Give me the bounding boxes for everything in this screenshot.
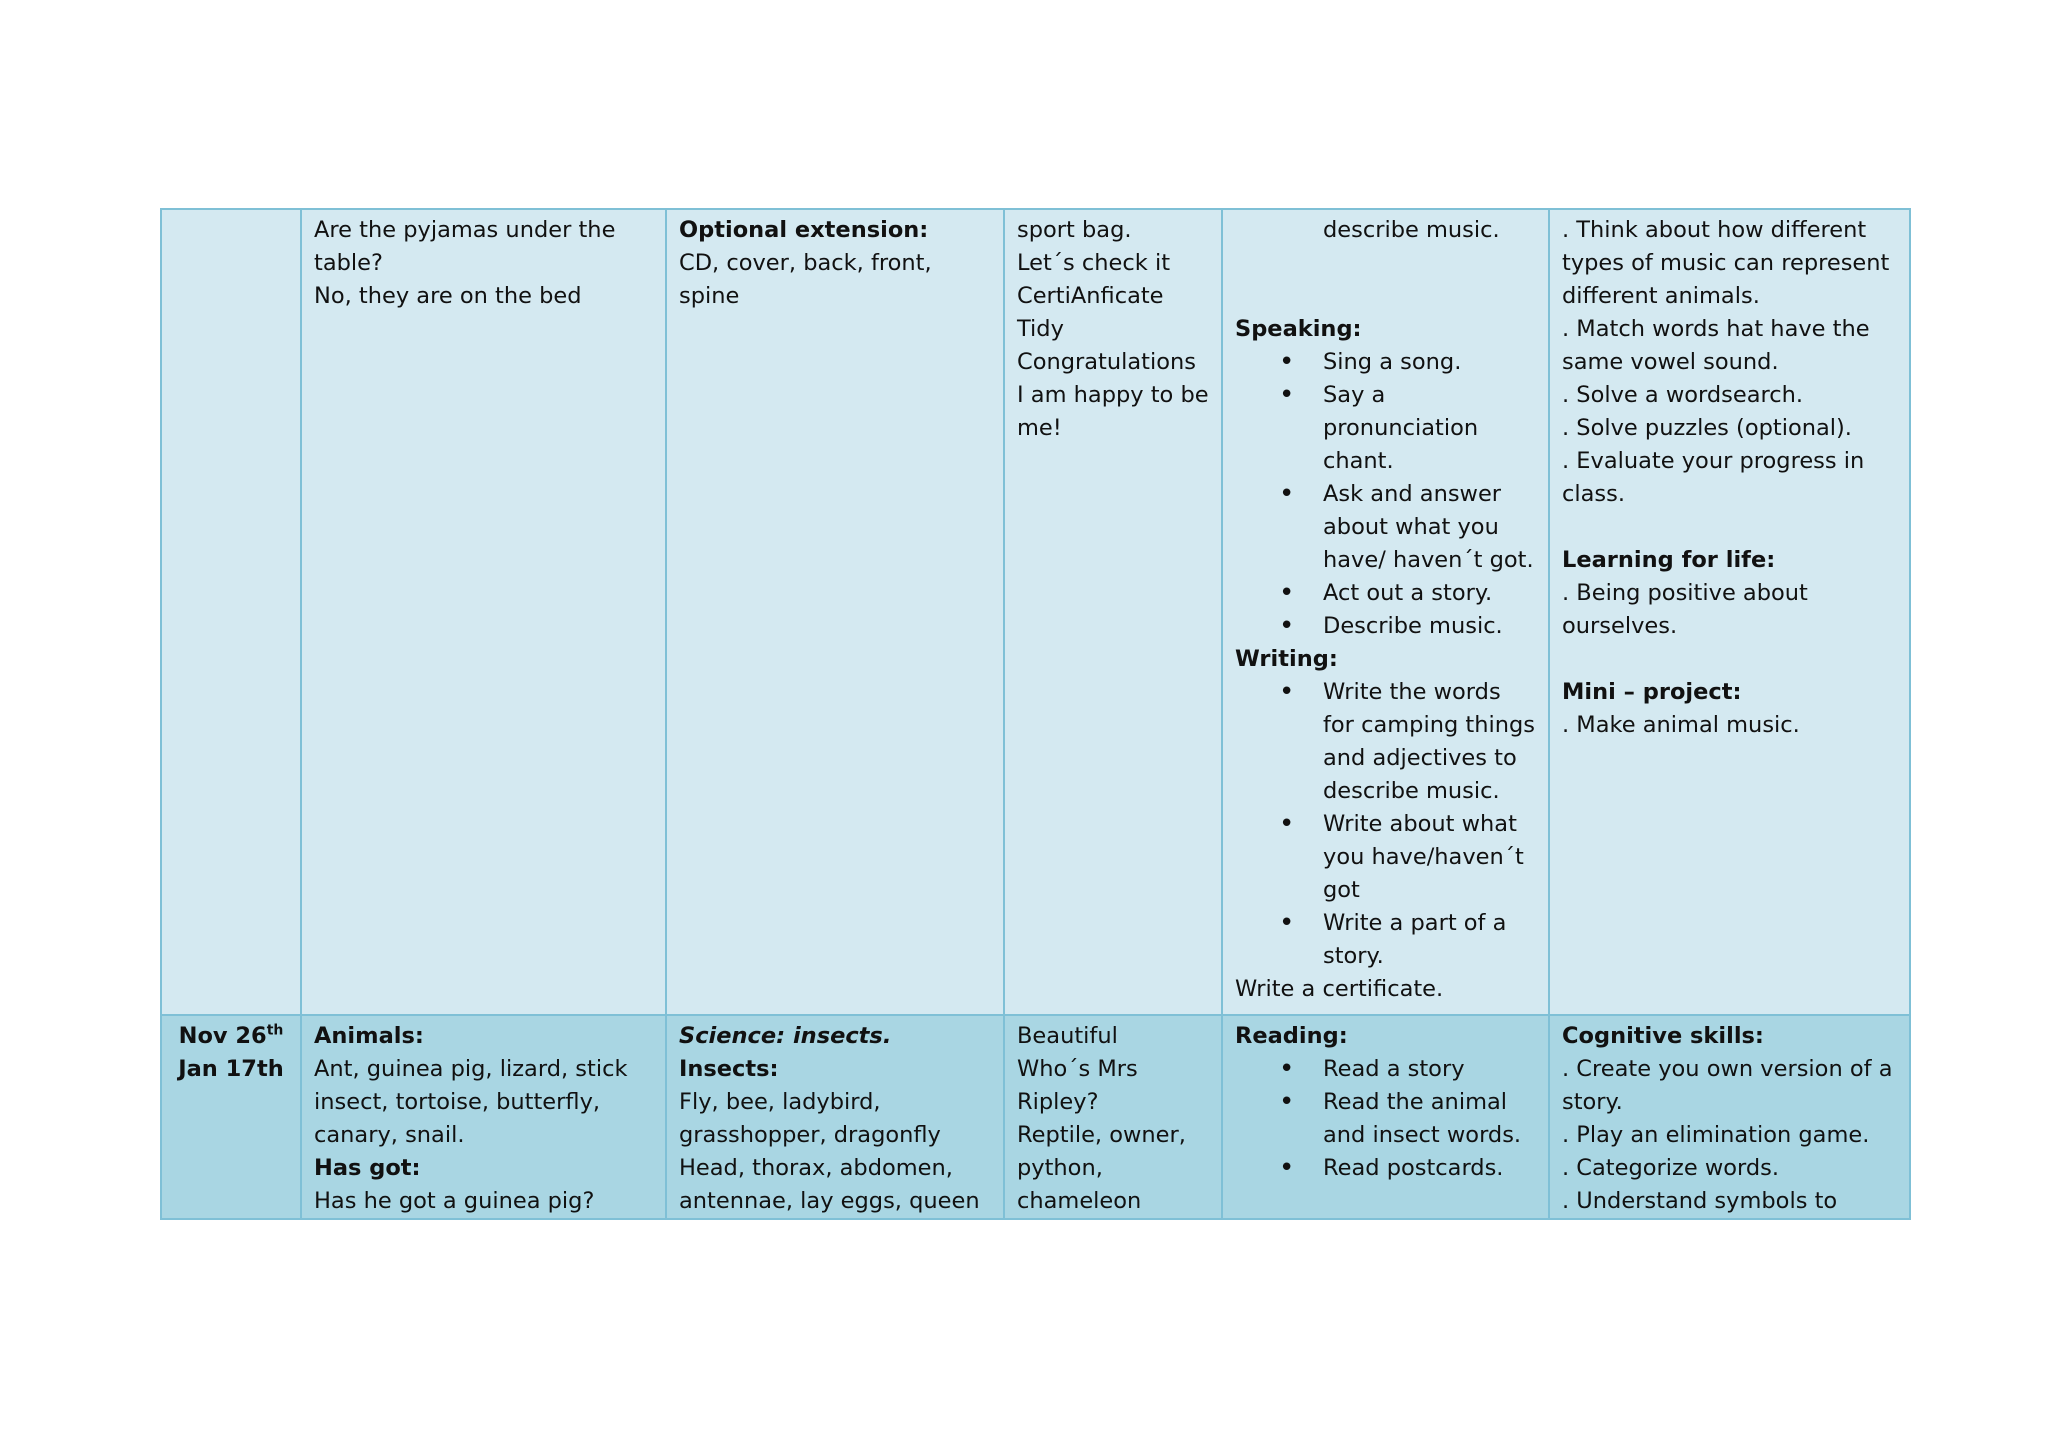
text-line: . Play an elimination game. — [1562, 1122, 1870, 1148]
lesson-plan-table — [160, 208, 1911, 1220]
date-start: Nov 26th — [178, 1022, 284, 1049]
cell-heading: Insects: — [679, 1056, 779, 1082]
text-line: Reptile, owner, python, chameleon — [1017, 1122, 1186, 1214]
cell-heading: Reading: — [1235, 1023, 1348, 1049]
date-cell — [161, 209, 301, 1015]
text-line: Who´s Mrs Ripley? — [1017, 1056, 1138, 1115]
cell-heading: Learning for life: — [1562, 547, 1776, 573]
text-line: . Think about how different types of music can represent different animals. — [1562, 217, 1890, 309]
text-line: Beautiful — [1017, 1023, 1118, 1049]
list-item: • Ask and answer about what you have/ haven´t got. — [1235, 478, 1536, 577]
cell-heading: Writing: — [1235, 646, 1338, 672]
date-cell — [161, 1015, 301, 1219]
story-cell — [1004, 209, 1222, 1015]
text-line: . Create you own version of a story. — [1562, 1056, 1893, 1115]
cognitive-cell — [1549, 209, 1910, 1015]
list-item: • Describe music. — [1235, 610, 1536, 643]
text-line: Let´s check it — [1017, 250, 1171, 276]
text-line: Tidy — [1017, 316, 1064, 342]
cell-heading: Speaking: — [1235, 316, 1362, 342]
table-row — [161, 1015, 1910, 1219]
text-line: . Solve a wordsearch. — [1562, 382, 1804, 408]
list-item: • Read a story — [1235, 1053, 1536, 1086]
list-item: • Read postcards. — [1235, 1152, 1536, 1185]
text-line: Write a certificate. — [1235, 976, 1444, 1002]
text-line: . Being positive about ourselves. — [1562, 580, 1808, 639]
list-item: • Say a pronunciation chant. — [1235, 379, 1536, 478]
text-line: CD, cover, back, front, spine — [679, 250, 932, 309]
cell-heading: Has got: — [314, 1155, 421, 1181]
text-line: . Categorize words. — [1562, 1155, 1780, 1181]
text-line: CertiAnficate — [1017, 283, 1164, 309]
language-cell — [301, 1015, 666, 1219]
list-item: • Write the words for camping things and adjectives to describe music. — [1235, 676, 1536, 808]
story-cell — [1004, 1015, 1222, 1219]
text-line: . Evaluate your progress in class. — [1562, 448, 1865, 507]
vocabulary-cell — [666, 1015, 1004, 1219]
text-line: Fly, bee, ladybird, grasshopper, dragonfly — [679, 1089, 941, 1148]
text-line: describe music. — [1323, 217, 1500, 243]
list-item: • Sing a song. — [1235, 346, 1536, 379]
text-line: . Solve puzzles (optional). — [1562, 415, 1852, 441]
text-line: Head, thorax, abdomen, antennae, lay eggs, queen — [679, 1155, 980, 1214]
speaking-list — [1235, 346, 1536, 643]
cell-heading: Animals: — [314, 1023, 424, 1049]
cell-heading: Science: insects. — [679, 1023, 892, 1049]
text-line: I am happy to be me! — [1017, 382, 1209, 441]
text-line: . Make animal music. — [1562, 712, 1800, 738]
text-line: Congratulations — [1017, 349, 1197, 375]
text-line: . Match words hat have the same vowel sound. — [1562, 316, 1870, 375]
text-line: No, they are on the bed — [314, 283, 582, 309]
cell-heading: Mini – project: — [1562, 679, 1742, 705]
list-item: • Write about what you have/haven´t got — [1235, 808, 1536, 907]
cell-heading: Cognitive skills: — [1562, 1023, 1764, 1049]
text-line: . Understand symbols to — [1562, 1188, 1838, 1214]
text-line: sport bag. — [1017, 217, 1132, 243]
text-line: Has he got a guinea pig? — [314, 1188, 595, 1214]
skills-cell — [1222, 1015, 1549, 1219]
cognitive-cell — [1549, 1015, 1910, 1219]
table-row — [161, 209, 1910, 1015]
vocabulary-cell — [666, 209, 1004, 1015]
date-end: Jan 17th — [178, 1056, 284, 1082]
text-line: Are the pyjamas under the table? — [314, 217, 616, 276]
reading-list — [1235, 1053, 1536, 1185]
skills-cell — [1222, 209, 1549, 1015]
language-cell — [301, 209, 666, 1015]
list-item: • Write a part of a story. — [1235, 907, 1536, 973]
list-item: • Act out a story. — [1235, 577, 1536, 610]
list-item: • Read the animal and insect words. — [1235, 1086, 1536, 1152]
text-line: Ant, guinea pig, lizard, stick insect, tortoise, butterfly, canary, snail. — [314, 1056, 628, 1148]
writing-list — [1235, 676, 1536, 973]
cell-heading: Optional extension: — [679, 217, 929, 243]
